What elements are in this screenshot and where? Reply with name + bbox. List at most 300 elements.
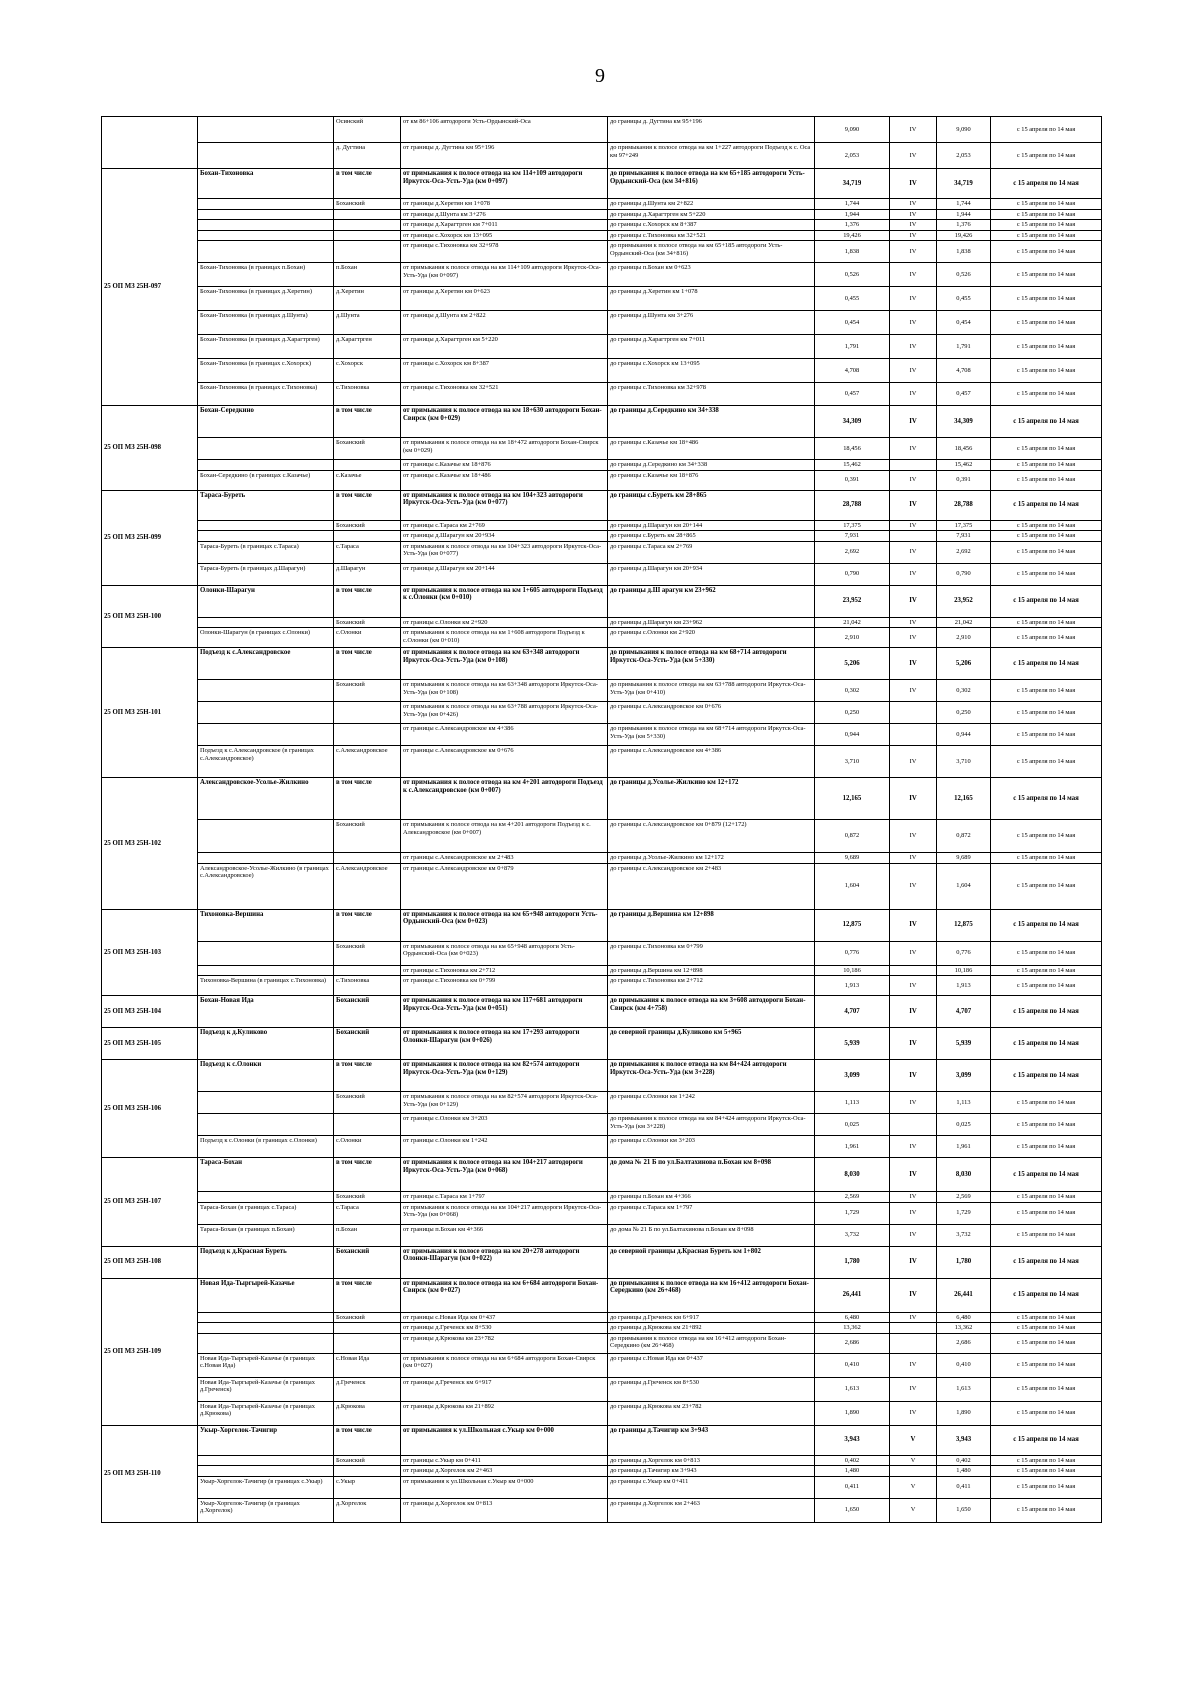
location-cell: [334, 220, 401, 231]
to-cell: до границы д.Середкино км 34+338: [608, 460, 815, 471]
table-row: [102, 541, 1102, 563]
category-cell: IV: [890, 996, 937, 1028]
location-cell: с.Тихоновка: [334, 383, 401, 406]
table-row: [102, 438, 1102, 460]
table-row: [102, 680, 1102, 702]
table-row: [102, 1466, 1102, 1477]
table-row: [102, 585, 1102, 617]
table-row: [102, 746, 1102, 778]
category-cell: IV: [890, 1028, 937, 1060]
length-cell: 0,790: [815, 563, 890, 585]
road-name-cell: Бохан-Тихоновка (в границах д.Харагтрген): [198, 335, 334, 359]
table-row: [102, 220, 1102, 231]
to-cell: до границы д.Харагтрген км 7+011: [608, 335, 815, 359]
road-name-cell: Тараса-Бохан (в границах с.Тараса): [198, 1202, 334, 1224]
location-cell: в том числе: [334, 490, 401, 520]
length-cell: 1,729: [815, 1202, 890, 1224]
location-cell: [334, 209, 401, 220]
to-cell: до границы д.Харагтрген км 5+220: [608, 209, 815, 220]
from-cell: от границы с.Олонки км 2+920: [401, 617, 608, 628]
period-cell: с 15 апреля по 14 мая: [991, 263, 1102, 287]
length-limited-cell: 1,913: [937, 976, 991, 996]
to-cell: до границы с.Казачье км 18+876: [608, 470, 815, 490]
category-cell: IV: [890, 1136, 937, 1158]
category-cell: [890, 1466, 937, 1477]
road-name-cell: Новая Ида-Тыргырей-Казачье (в границах д.Греченск): [198, 1377, 334, 1401]
period-cell: с 15 апреля по 14 мая: [991, 724, 1102, 746]
category-cell: IV: [890, 778, 937, 820]
road-name-cell: Подъезд к д.Красная Буреть: [198, 1246, 334, 1278]
from-cell: от примыкания к полосе отвода на км 4+201 автодороги Подъезд к с.Александровское (км 0+007): [401, 778, 608, 820]
period-cell: с 15 апреля по 14 мая: [991, 1401, 1102, 1425]
table-row: [102, 143, 1102, 169]
from-cell: от границы д.Крюкова км 23+782: [401, 1333, 608, 1353]
length-cell: 1,113: [815, 1092, 890, 1114]
location-cell: [334, 1333, 401, 1353]
road-name-cell: Олонки-Шарагун: [198, 585, 334, 617]
length-limited-cell: 0,410: [937, 1353, 991, 1377]
from-cell: от примыкания к полосе отвода на км 104+217 автодороги Иркутск-Оса-Усть-Уда (км 0+068): [401, 1202, 608, 1224]
category-cell: IV: [890, 863, 937, 909]
category-cell: IV: [890, 1192, 937, 1203]
table-row: [102, 996, 1102, 1028]
road-name-cell: [198, 1192, 334, 1203]
from-cell: от границы д.Греченск км 8+530: [401, 1323, 608, 1334]
period-cell: с 15 апреля по 14 мая: [991, 1060, 1102, 1092]
length-limited-cell: 2,686: [937, 1333, 991, 1353]
from-cell: от примыкания к полосе отвода на км 1+608 автодороги Подъезд к с.Олонки (км 0+010): [401, 628, 608, 648]
location-cell: в том числе: [334, 406, 401, 438]
road-code-cell: 25 ОП МЗ 25Н-109: [102, 1278, 198, 1425]
period-cell: с 15 апреля по 14 мая: [991, 1092, 1102, 1114]
category-cell: IV: [890, 406, 937, 438]
location-cell: с.Олонки: [334, 1136, 401, 1158]
category-cell: IV: [890, 359, 937, 383]
road-name-cell: Подъезд к д.Куликово: [198, 1028, 334, 1060]
location-cell: Боханский: [334, 941, 401, 965]
length-cell: 19,426: [815, 230, 890, 241]
table-row: [102, 383, 1102, 406]
length-cell: 34,719: [815, 169, 890, 199]
table-row: [102, 311, 1102, 335]
length-cell: 0,454: [815, 311, 890, 335]
location-cell: в том числе: [334, 169, 401, 199]
table-row: [102, 1476, 1102, 1498]
length-limited-cell: 0,776: [937, 941, 991, 965]
category-cell: IV: [890, 230, 937, 241]
length-cell: 10,186: [815, 965, 890, 976]
location-cell: с.Александровское: [334, 746, 401, 778]
period-cell: с 15 апреля по 14 мая: [991, 628, 1102, 648]
from-cell: от границы с.Александровское км 0+879: [401, 863, 608, 909]
length-cell: 6,480: [815, 1312, 890, 1323]
length-cell: 0,457: [815, 383, 890, 406]
period-cell: с 15 апреля по 14 мая: [991, 209, 1102, 220]
length-cell: 4,707: [815, 996, 890, 1028]
to-cell: до границы с.Хохорск км 13+095: [608, 359, 815, 383]
table-row: [102, 1092, 1102, 1114]
length-cell: 5,939: [815, 1028, 890, 1060]
from-cell: от границы д.Харагтрген км 7+011: [401, 220, 608, 231]
table-row: [102, 490, 1102, 520]
period-cell: с 15 апреля по 14 мая: [991, 617, 1102, 628]
table-row: [102, 1312, 1102, 1323]
to-cell: до границы д.Усолье-Жилкино км 12+172: [608, 853, 815, 864]
period-cell: с 15 апреля по 14 мая: [991, 1455, 1102, 1466]
to-cell: до границы с.Александровское км 0+879 (12+172): [608, 820, 815, 853]
from-cell: от границы с.Александровское км 4+386: [401, 724, 608, 746]
length-limited-cell: 1,838: [937, 241, 991, 263]
table-row: [102, 460, 1102, 471]
table-row: [102, 1224, 1102, 1246]
length-cell: 26,441: [815, 1278, 890, 1312]
road-code-cell: 25 ОП МЗ 25Н-098: [102, 406, 198, 491]
period-cell: с 15 апреля по 14 мая: [991, 996, 1102, 1028]
table-row: [102, 1136, 1102, 1158]
category-cell: IV: [890, 585, 937, 617]
road-name-cell: Тараса-Бохан (в границах п.Бохан): [198, 1224, 334, 1246]
period-cell: с 15 апреля по 14 мая: [991, 531, 1102, 542]
road-code-cell: 25 ОП МЗ 25Н-100: [102, 585, 198, 648]
length-limited-cell: 15,462: [937, 460, 991, 471]
road-code-cell: 25 ОП МЗ 25Н-106: [102, 1060, 198, 1158]
period-cell: с 15 апреля по 14 мая: [991, 406, 1102, 438]
road-name-cell: [198, 241, 334, 263]
period-cell: с 15 апреля по 14 мая: [991, 335, 1102, 359]
from-cell: от границы с.Александровское км 0+676: [401, 746, 608, 778]
table-row: [102, 199, 1102, 210]
from-cell: от примыкания к полосе отвода на км 18+472 автодороги Бохан-Свирск (км 0+029): [401, 438, 608, 460]
to-cell: до границы д.Хоргелок км 0+813: [608, 1455, 815, 1466]
from-cell: от примыкания к полосе отвода на км 114+109 автодороги Иркутск-Оса-Усть-Уда (км 0+097): [401, 169, 608, 199]
length-limited-cell: 4,708: [937, 359, 991, 383]
category-cell: IV: [890, 209, 937, 220]
to-cell: до границы с.Тихоновка км 32+521: [608, 230, 815, 241]
category-cell: IV: [890, 976, 937, 996]
period-cell: с 15 апреля по 14 мая: [991, 1476, 1102, 1498]
location-cell: д.Харагтрген: [334, 335, 401, 359]
length-cell: 12,875: [815, 909, 890, 941]
road-name-cell: [198, 230, 334, 241]
road-name-cell: [198, 117, 334, 143]
table-row: [102, 1158, 1102, 1192]
to-cell: до примыкания к полосе отвода на км 68+714 автодороги Иркутск-Оса-Усть-Уда (км 5+330): [608, 648, 815, 680]
length-cell: 15,462: [815, 460, 890, 471]
length-cell: 18,456: [815, 438, 890, 460]
road-code-cell: 25 ОП МЗ 25Н-107: [102, 1158, 198, 1247]
to-cell: до границы с.Новая Ида км 0+437: [608, 1353, 815, 1377]
location-cell: п.Бохан: [334, 263, 401, 287]
to-cell: до границы с.Александровское км 0+676: [608, 702, 815, 724]
category-cell: IV: [890, 1224, 937, 1246]
period-cell: с 15 апреля по 14 мая: [991, 230, 1102, 241]
period-cell: с 15 апреля по 14 мая: [991, 438, 1102, 460]
period-cell: с 15 апреля по 14 мая: [991, 220, 1102, 231]
road-name-cell: Александровское-Усолье-Жилкино: [198, 778, 334, 820]
to-cell: до границы д.Греченск км 8+530: [608, 1377, 815, 1401]
category-cell: [890, 531, 937, 542]
table-row: [102, 617, 1102, 628]
from-cell: от границы д.Шунта км 2+822: [401, 311, 608, 335]
table-row: [102, 863, 1102, 909]
length-limited-cell: 2,910: [937, 628, 991, 648]
from-cell: от границы с.Олонки км 1+242: [401, 1136, 608, 1158]
category-cell: IV: [890, 438, 937, 460]
road-name-cell: Тараса-Буреть (в границах с.Тараса): [198, 541, 334, 563]
length-cell: 0,872: [815, 820, 890, 853]
length-cell: 0,250: [815, 702, 890, 724]
length-limited-cell: 1,944: [937, 209, 991, 220]
period-cell: с 15 апреля по 14 мая: [991, 311, 1102, 335]
period-cell: с 15 апреля по 14 мая: [991, 520, 1102, 531]
road-name-cell: Укыр-Хоргелок-Тачигир (в границах с.Укыр): [198, 1476, 334, 1498]
table-row: [102, 1323, 1102, 1334]
to-cell: до дома № 21 Б по ул.Балтахинова п.Бохан км 8+098: [608, 1224, 815, 1246]
category-cell: IV: [890, 1092, 937, 1114]
table-row: [102, 359, 1102, 383]
road-name-cell: [198, 1323, 334, 1334]
length-cell: 9,090: [815, 117, 890, 143]
length-limited-cell: 0,454: [937, 311, 991, 335]
location-cell: Боханский: [334, 1192, 401, 1203]
road-name-cell: Тараса-Буреть: [198, 490, 334, 520]
length-limited-cell: 1,376: [937, 220, 991, 231]
road-name-cell: [198, 1092, 334, 1114]
length-cell: 1,650: [815, 1498, 890, 1522]
length-cell: 7,931: [815, 531, 890, 542]
to-cell: до примыкания к полосе отвода на км 65+185 автодороги Усть-Ордынский-Оса (км 34+816): [608, 241, 815, 263]
from-cell: от примыкания к ул.Школьная с.Укыр км 0+000: [401, 1425, 608, 1455]
road-name-cell: Подъезд к с.Олонки (в границах с.Олонки): [198, 1136, 334, 1158]
length-cell: 0,944: [815, 724, 890, 746]
category-cell: V: [890, 1455, 937, 1466]
period-cell: с 15 апреля по 14 мая: [991, 241, 1102, 263]
category-cell: IV: [890, 563, 937, 585]
length-limited-cell: 26,441: [937, 1278, 991, 1312]
to-cell: до границы с.Укыр км 0+411: [608, 1476, 815, 1498]
length-cell: 13,362: [815, 1323, 890, 1334]
road-name-cell: [198, 680, 334, 702]
from-cell: от км 86+106 автодороги Усть-Ордынский-Оса: [401, 117, 608, 143]
period-cell: с 15 апреля по 14 мая: [991, 702, 1102, 724]
to-cell: до примыкания к полосе отвода на км 16+412 автодороги Бохан-Середкино (км 26+468): [608, 1278, 815, 1312]
road-code-cell: 25 ОП МЗ 25Н-104: [102, 996, 198, 1028]
period-cell: с 15 апреля по 14 мая: [991, 746, 1102, 778]
road-name-cell: Бохан-Середкино: [198, 406, 334, 438]
from-cell: от границы с.Тараса км 2+769: [401, 520, 608, 531]
category-cell: [890, 1114, 937, 1136]
length-limited-cell: 2,569: [937, 1192, 991, 1203]
to-cell: до границы с.Тихоновка км 0+799: [608, 941, 815, 965]
category-cell: IV: [890, 1202, 937, 1224]
category-cell: IV: [890, 263, 937, 287]
category-cell: IV: [890, 680, 937, 702]
period-cell: с 15 апреля по 14 мая: [991, 680, 1102, 702]
to-cell: до примыкания к полосе отвода на км 65+185 автодороги Усть-Ордынский-Оса (км 34+816): [608, 169, 815, 199]
to-cell: до северной границы д.Красная Буреть км 1+802: [608, 1246, 815, 1278]
length-limited-cell: 0,402: [937, 1455, 991, 1466]
length-cell: 0,410: [815, 1353, 890, 1377]
table-row: [102, 117, 1102, 143]
period-cell: с 15 апреля по 14 мая: [991, 541, 1102, 563]
to-cell: до примыкания к полосе отвода на км 3+608 автодороги Бохан-Свирск (км 4+758): [608, 996, 815, 1028]
length-limited-cell: 10,186: [937, 965, 991, 976]
length-limited-cell: 0,391: [937, 470, 991, 490]
length-limited-cell: 9,689: [937, 853, 991, 864]
length-limited-cell: 5,939: [937, 1028, 991, 1060]
road-name-cell: [198, 143, 334, 169]
length-limited-cell: 19,426: [937, 230, 991, 241]
from-cell: от границы д.Херетин км 0+623: [401, 287, 608, 311]
length-cell: 2,686: [815, 1333, 890, 1353]
length-limited-cell: 17,375: [937, 520, 991, 531]
category-cell: [890, 724, 937, 746]
from-cell: от границы д.Шунта км 3+276: [401, 209, 608, 220]
category-cell: IV: [890, 1377, 937, 1401]
location-cell: в том числе: [334, 1278, 401, 1312]
road-name-cell: [198, 209, 334, 220]
location-cell: с.Казачье: [334, 470, 401, 490]
location-cell: [334, 724, 401, 746]
location-cell: [334, 460, 401, 471]
length-limited-cell: 1,480: [937, 1466, 991, 1477]
location-cell: [334, 241, 401, 263]
road-code-cell: 25 ОП МЗ 25Н-105: [102, 1028, 198, 1060]
table-row: [102, 241, 1102, 263]
to-cell: до границы д.Крюкова км 21+892: [608, 1323, 815, 1334]
road-name-cell: Подъезд к с.Александровское (в границах с.Александровское): [198, 746, 334, 778]
from-cell: от примыкания к полосе отвода на км 18+630 автодороги Бохан-Свирск (км 0+029): [401, 406, 608, 438]
length-limited-cell: 1,791: [937, 335, 991, 359]
length-limited-cell: 1,961: [937, 1136, 991, 1158]
length-cell: 1,480: [815, 1466, 890, 1477]
from-cell: от примыкания к полосе отвода на км 65+948 автодороги Усть-Ордынский-Оса (км 0+023): [401, 941, 608, 965]
from-cell: от границы с.Тихоновка км 32+521: [401, 383, 608, 406]
table-row: [102, 263, 1102, 287]
length-limited-cell: 12,165: [937, 778, 991, 820]
length-limited-cell: 6,480: [937, 1312, 991, 1323]
category-cell: IV: [890, 383, 937, 406]
roads-table: [101, 116, 1102, 1523]
length-limited-cell: 2,692: [937, 541, 991, 563]
road-name-cell: [198, 702, 334, 724]
to-cell: до границы с.Буреть км 28+865: [608, 490, 815, 520]
road-name-cell: [198, 438, 334, 460]
from-cell: от границы с.Новая Ида км 0+437: [401, 1312, 608, 1323]
to-cell: до дома № 21 Б по ул.Балтахинова п.Бохан км 8+098: [608, 1158, 815, 1192]
road-code-cell: 25 ОП МЗ 25Н-103: [102, 909, 198, 996]
location-cell: [334, 1323, 401, 1334]
category-cell: V: [890, 1498, 937, 1522]
from-cell: от примыкания к ул.Школьная с.Укыр км 0+000: [401, 1476, 608, 1498]
table-row: [102, 702, 1102, 724]
location-cell: [334, 853, 401, 864]
to-cell: до границы с.Тихоновка км 2+712: [608, 976, 815, 996]
category-cell: IV: [890, 520, 937, 531]
to-cell: до границы д.Вершина км 12+898: [608, 909, 815, 941]
period-cell: с 15 апреля по 14 мая: [991, 909, 1102, 941]
road-code-cell: 25 ОП МЗ 25Н-102: [102, 778, 198, 910]
period-cell: с 15 апреля по 14 мая: [991, 1028, 1102, 1060]
location-cell: [334, 702, 401, 724]
location-cell: Боханский: [334, 617, 401, 628]
length-limited-cell: 0,944: [937, 724, 991, 746]
length-cell: 28,788: [815, 490, 890, 520]
period-cell: с 15 апреля по 14 мая: [991, 460, 1102, 471]
length-limited-cell: 9,090: [937, 117, 991, 143]
length-cell: 0,402: [815, 1455, 890, 1466]
length-cell: 1,791: [815, 335, 890, 359]
length-cell: 1,604: [815, 863, 890, 909]
to-cell: до примыкания к полосе отвода на км 16+412 автодороги Бохан-Середкино (км 26+468): [608, 1333, 815, 1353]
length-limited-cell: 3,099: [937, 1060, 991, 1092]
category-cell: IV: [890, 1278, 937, 1312]
from-cell: от примыкания к полосе отвода на км 20+278 автодороги Олонки-Шарагун (км 0+022): [401, 1246, 608, 1278]
location-cell: Боханский: [334, 820, 401, 853]
to-cell: до границы д.Крюкова км 23+782: [608, 1401, 815, 1425]
length-limited-cell: 0,411: [937, 1476, 991, 1498]
location-cell: с.Укыр: [334, 1476, 401, 1498]
table-row: [102, 1425, 1102, 1455]
category-cell: IV: [890, 143, 937, 169]
road-name-cell: [198, 820, 334, 853]
length-cell: 0,302: [815, 680, 890, 702]
table-row: [102, 820, 1102, 853]
table-row: [102, 209, 1102, 220]
length-limited-cell: 4,707: [937, 996, 991, 1028]
from-cell: от примыкания к полосе отвода на км 117+681 автодороги Иркутск-Оса-Усть-Уда (км 0+051): [401, 996, 608, 1028]
period-cell: с 15 апреля по 14 мая: [991, 1353, 1102, 1377]
period-cell: с 15 апреля по 14 мая: [991, 648, 1102, 680]
length-limited-cell: 13,362: [937, 1323, 991, 1334]
category-cell: V: [890, 1476, 937, 1498]
table-row: [102, 1498, 1102, 1522]
table-row: [102, 470, 1102, 490]
period-cell: с 15 апреля по 14 мая: [991, 1192, 1102, 1203]
road-name-cell: Подъезд к с.Олонки: [198, 1060, 334, 1092]
length-limited-cell: 5,206: [937, 648, 991, 680]
table-row: [102, 853, 1102, 864]
from-cell: от границы д.Крюкова км 21+892: [401, 1401, 608, 1425]
to-cell: до границы д.Шарагун км 23+962: [608, 617, 815, 628]
table-row: [102, 909, 1102, 941]
table-row: [102, 287, 1102, 311]
table-row: [102, 1028, 1102, 1060]
road-name-cell: [198, 724, 334, 746]
to-cell: до границы с.Буреть км 28+865: [608, 531, 815, 542]
road-name-cell: Бохан-Середкино (в границах с.Казачье): [198, 470, 334, 490]
location-cell: Боханский: [334, 1092, 401, 1114]
length-limited-cell: 34,309: [937, 406, 991, 438]
location-cell: д.Херетин: [334, 287, 401, 311]
road-code-cell: 25 ОП МЗ 25Н-101: [102, 648, 198, 778]
location-cell: д.Шарагун: [334, 563, 401, 585]
period-cell: с 15 апреля по 14 мая: [991, 1425, 1102, 1455]
length-cell: 5,206: [815, 648, 890, 680]
from-cell: от границы д. Дугтина км 95+196: [401, 143, 608, 169]
period-cell: с 15 апреля по 14 мая: [991, 1333, 1102, 1353]
location-cell: Боханский: [334, 520, 401, 531]
location-cell: с.Александровское: [334, 863, 401, 909]
from-cell: от границы д.Шарагун км 20+144: [401, 563, 608, 585]
from-cell: от границы с.Тараса км 1+797: [401, 1192, 608, 1203]
to-cell: до границы д.Шунта км 3+276: [608, 311, 815, 335]
from-cell: от примыкания к полосе отвода на км 104+323 автодороги Иркутск-Оса-Усть-Уда (км 0+077): [401, 490, 608, 520]
length-limited-cell: 1,613: [937, 1377, 991, 1401]
period-cell: с 15 апреля по 14 мая: [991, 1278, 1102, 1312]
to-cell: до границы с.Александровское км 4+386: [608, 746, 815, 778]
length-limited-cell: 0,302: [937, 680, 991, 702]
